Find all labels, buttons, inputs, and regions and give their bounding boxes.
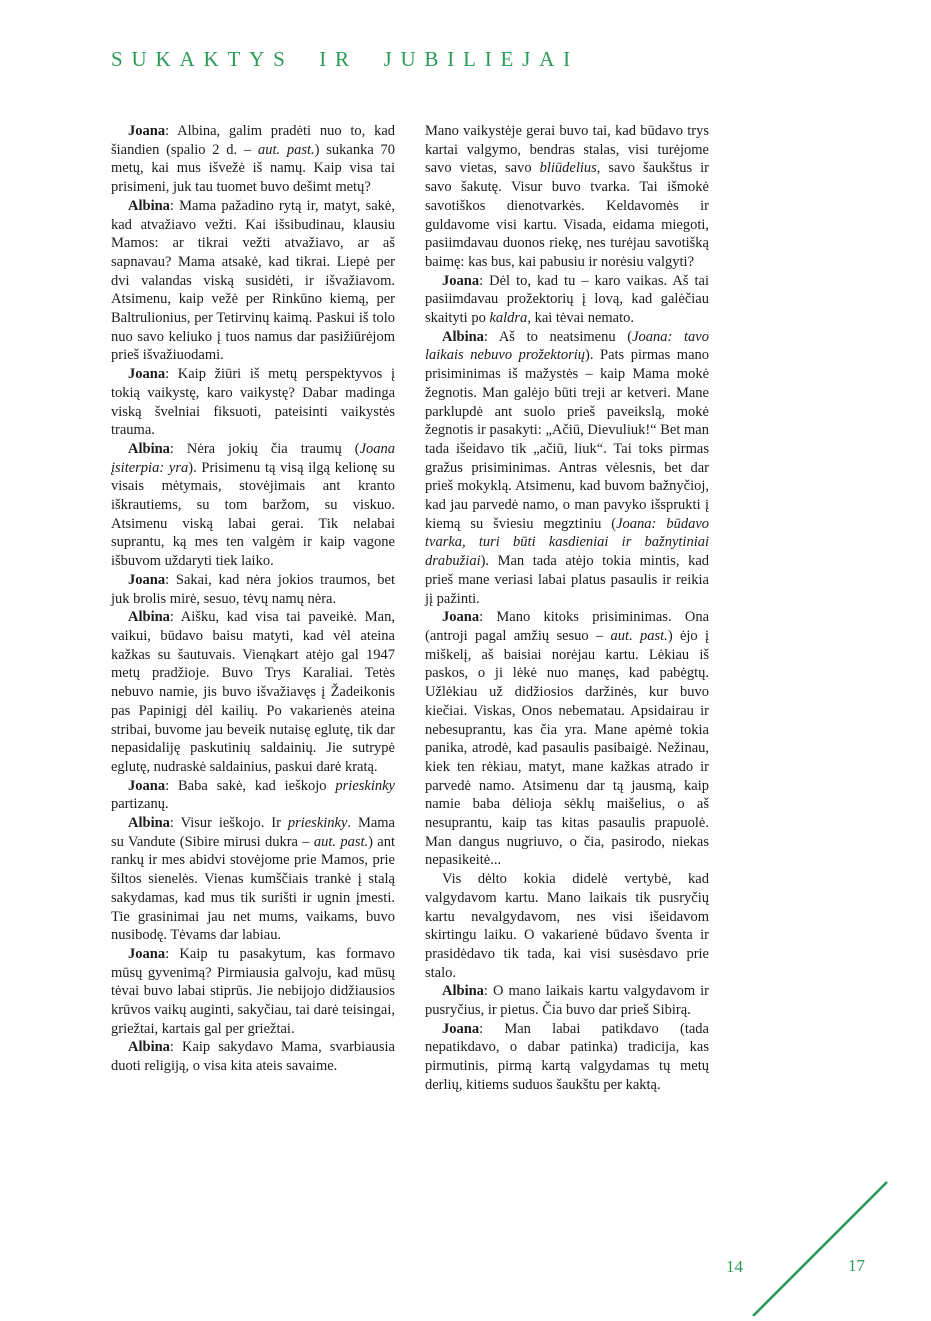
speaker-name: Joana — [128, 571, 166, 588]
speaker-name: Albina — [128, 197, 170, 214]
paragraph — [111, 1038, 395, 1075]
emphasis-text: Joana: tavo laikais nebuvo prožektorių — [425, 328, 709, 364]
body-text: : Kaip sakydavo Mama, svarbiausia duoti religiją, o visa kita ateis savaime. — [111, 1039, 395, 1075]
body-text: : Baba sakė, kad ieškojo — [165, 777, 336, 794]
body-text: : Aš to neatsimenu ( — [483, 328, 633, 345]
body-text: ) sukanka 70 metų, kai mus išvežė iš namų. Kaip visa tai prisimeni, juk tau tuomet buvo dešimt metų? — [111, 141, 396, 196]
speaker-name: Joana — [128, 777, 166, 794]
body-text: ) ėjo į miškelį, aš baisiai norėjau kartu. Lėkiau iš paskos, o ji lėkė nuo manęs, kad pabėgtų. Užlėkiau už didžiosios daržinės, kur buvo kiečiai. Viskas, Onos nebematau. Apsidairau ir nebesuprantu, kas čia yra. Mane apėmė tokia panika, atrodė, kad pasaulis pasibaigė. Nežinau, kiek ten rėkiau, matyt, mane kažkas atrado ir parvedė namo. Atsimenu dar tą jausmą, kaip namie baba dėlioja sėklų maišelius, o aš nesuprantu, kaip tas kitas pasaulis prapuolė. Man dangus nugriuvo, o čia, pasirodo, niekas nepasikeitė... — [425, 627, 710, 869]
speaker-name: Albina — [128, 1039, 170, 1056]
paragraph — [111, 945, 395, 1039]
body-text: : Kaip žiūri iš metų perspektyvos į tokią vaikystę, karo vaikystę? Dabar madinga viską švelniai fiksuoti, pateisinti vaikystės trauma. — [111, 366, 395, 439]
body-text: . Mama su Vandute (Sibire mirusi dukra – — [111, 815, 395, 850]
body-text: : Dėl to, kad tu – karo vaikas. Aš tai pasiimdavau prožektorių į lovą, kad galėčiau skaityti po — [425, 272, 709, 327]
body-text: , savo šaukštus ir savo šakutę. Visur buvo tvarka. Tai išmokė savotiškos dienotvarkės. Keldavomės ir guldavome visi kartu. Visada, eidama miegoti, pasiimdavau duonos riekę, nes turėjau savotišką baimę: kas bus, kai pabusiu ir norėsiu valgyti? — [425, 160, 709, 270]
emphasis-text: prieskinky — [287, 815, 348, 832]
paragraph — [111, 122, 395, 197]
paragraph — [425, 328, 709, 609]
paragraph — [425, 1020, 709, 1095]
speaker-name: Albina — [442, 328, 484, 345]
emphasis-text: prieskinky — [335, 777, 395, 794]
speaker-name: Albina — [442, 983, 484, 1000]
body-text: Vis dėlto kokia didelė vertybė, kad valgydavom kartu. Mano laikais tik pusryčių kartu nevalgydavom, nes visi išeidavom skirtingu laiku. O vakarienė būdavo šventa ir prasidėdavo tik tada, kai visi susėsdavo prie stalo. — [425, 871, 709, 981]
emphasis-text: bliūdelius — [539, 160, 597, 177]
speaker-name: Joana — [442, 609, 480, 626]
speaker-name: Albina — [128, 609, 170, 626]
body-text: : O mano laikais kartu valgydavom ir pusryčius, ir pietus. Čia buvo dar prieš Sibirą. — [425, 983, 709, 1019]
speaker-name: Joana — [128, 945, 166, 962]
body-text: ). Prisimenu tą visą ilgą kelionę su visais mėtymais, stovėjimais ant kranto iškrautiems, su tom baržom, su viskuo. Atsimenu viską labai gerai. Tik nelabai suprantu, ką mes ten valgėm ir kaip vagone išbuvom uždaryti tiek laiko. — [111, 459, 395, 570]
body-text: : Aišku, kad visa tai paveikė. Man, vaikui, būdavo baisu matyti, kad vėl ateina kažkas su šautuvais. Vienąkart atėjo gal 1947 metų pradžioje. Buvo Trys Karaliai. Tetės nebuvo namie, jis buvo išvažiavęs į Žadeikonis pas Papinigį dėl kailių. Po vakarienės ateina stribai, buvome jau beveik nutaisę eglutę, tik dar nepasidaliję paskutinių saldainių. Jie sutrypė eglutę, nudraskė saldainius, paskui darė kratą. — [111, 609, 395, 775]
speaker-name: Joana — [128, 366, 166, 383]
paragraph — [111, 571, 395, 608]
page-title: SUKAKTYS IR JUBILIEJAI — [111, 47, 579, 71]
diagonal-line-decoration — [745, 1175, 895, 1316]
emphasis-text: Joana: būdavo tvarka, turi būti kasdieniai ir bažnytiniai drabužiai — [425, 515, 710, 570]
speaker-name: Albina — [128, 440, 170, 457]
page-number-left: 14 — [726, 1257, 743, 1276]
paragraph — [425, 870, 709, 982]
left-column — [111, 122, 395, 1095]
body-text: ). Man tada atėjo tokia mintis, kad prieš mane veriasi labai platus pasaulis ir reikia jį pažinti. — [425, 553, 709, 607]
emphasis-text: aut. past. — [257, 141, 315, 158]
right-column — [425, 122, 709, 1095]
paragraph — [111, 608, 395, 776]
page-number-right: 17 — [848, 1256, 865, 1275]
body-text: partizanų. — [111, 796, 169, 813]
paragraph — [111, 440, 395, 571]
speaker-name: Joana — [442, 1020, 480, 1037]
paragraph — [425, 982, 709, 1019]
body-text: Mano vaikystėje gerai buvo tai, kad būdavo trys kartai valgymo, bendras stalas, visi turėjome savo vietas, savo — [425, 123, 709, 177]
body-text: : Sakai, kad nėra jokios traumos, bet juk brolis mirė, sesuo, tėvų namų nėra. — [111, 571, 395, 607]
emphasis-text: kaldra — [489, 310, 528, 327]
emphasis-text: Joana įsiterpia: yra — [111, 440, 395, 476]
body-text: : Visur ieškojo. Ir — [169, 815, 288, 832]
body-text: : Mano kitoks prisiminimas. Ona (antroji pagal amžių sesuo – — [425, 609, 709, 644]
emphasis-text: aut. past. — [313, 833, 369, 850]
paragraph — [425, 608, 709, 870]
diagonal-line-icon — [745, 1175, 895, 1316]
body-text: : Kaip tu pasakytum, kas formavo mūsų gyvenimą? Pirmiausia galvoju, kad mūsų tėvai buvo labai stiprūs. Jie nebijojo didžiausios krūvos vaikų auginti, sakyčiau, tai darė teisingai, griežtai, kartais gal per griežtai. — [111, 945, 395, 1037]
paragraph — [111, 777, 395, 814]
speaker-name: Joana — [128, 123, 166, 139]
paragraph — [111, 197, 395, 365]
text-columns — [111, 122, 709, 1095]
body-text: ). Pats pirmas mano prisiminimas iš mažystės – kaip Mama mokė žegnotis. Man galėjo būti treji ar ketveri. Mane parklupdė ant suolo prieš paveikslą, mokė žegnotis ir pasakyti: „Ačiū, Dievuliuk!“ Bet man tada išeidavo tik „ačiū, liuk“. Tai toks pirmas gražus prisiminimas. Antras vėlesnis, bet dar prieš mokyklą. Atsimenu, kad buvom bažnyčioj, kad jau parvedė namo, o man pavyko išsprukti į kiemą su šviesiu megztiniu ( — [425, 347, 710, 532]
paragraph — [111, 814, 395, 945]
speaker-name: Albina — [128, 815, 170, 832]
paragraph — [425, 272, 709, 328]
body-text: : Albina, galim pradėti nuo to, kad šiandien (spalio 2 d. – — [111, 123, 395, 158]
body-text: : Nėra jokių čia traumų ( — [169, 440, 360, 457]
body-text: , kai tėvai nemato. — [527, 310, 635, 327]
body-text: ) ant rankų ir mes abidvi stovėjome prie Mamos, prie šiltos sienelės. Vienas kumščiais trankė į stalą sakydamas, kad mus tik surišti ir ugnin įmesti. Tie grasinimai jau net mums, vaikams, buvo nusibodę. Tėvams dar labiau. — [111, 833, 396, 944]
paragraph — [425, 122, 709, 272]
paragraph — [111, 365, 395, 440]
body-text: : Man labai patikdavo (tada nepatikdavo, o dabar patinka) tradicija, kas pirmutinis, pirmą kartą valgydamas tų metų derlių, kitiems suduos šaukštu per kaktą. — [425, 1020, 709, 1093]
speaker-name: Joana — [442, 272, 480, 289]
emphasis-text: aut. past. — [610, 627, 668, 644]
body-text: : Mama pažadino rytą ir, matyt, sakė, kad atvažiavo vežti. Kai išsibudinau, klausiu Mamos: ar tikrai vežti atvažiavo, ar aš sapnavau? Mama atsakė, kad tikrai. Liepė per dvi valandas viską susidėti, ir išvažiavom. Atsimenu, kaip vežė per Rinkūno kiemą, per Baltrulionius, per Tetirvinų kaimą. Paskui iš tolo nuo savo keliuko į tuos namus dar pasižiūrėjom prieš išvažiuodami. — [111, 197, 395, 364]
